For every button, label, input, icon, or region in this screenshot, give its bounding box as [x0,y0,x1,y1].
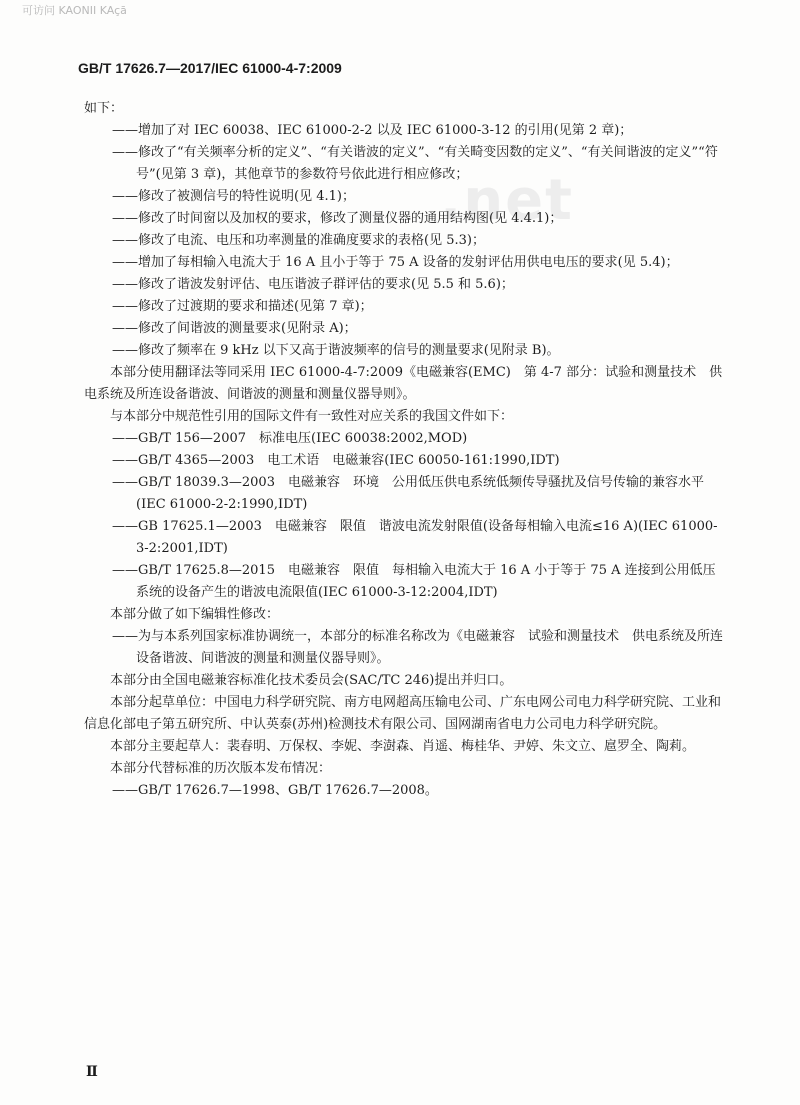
watermark-top: 可访问 KAONII KAçā [22,4,127,17]
paragraph: 本部分做了如下编辑性修改： [110,607,280,622]
list-item: ——GB/T 17625.8—2015 电磁兼容 限值 每相输入电流大于 16 A 小于等于 75 A 连接到公用低压系统的设备产生的谐波电流限值(IEC 61000-3-12:2004,IDT) [112,563,716,600]
watermark-center: .net [440,168,574,233]
paragraph: 与本部分中规范性引用的国际文件有一致性对应关系的我国文件如下： [110,409,514,424]
paragraph: 本部分代替标准的历次版本发布情况： [110,761,332,776]
list-item: ——为与本系列国家标准协调统一，本部分的标准名称改为《电磁兼容 试验和测量技术 供电系统及所连设备谐波、间谐波的测量和测量仪器导则》。 [112,629,724,666]
document-body [84,98,724,802]
list-item: ——增加了对 IEC 60038、IEC 61000-2-2 以及 IEC 61000-3-12 的引用(见第 2 章)； [112,123,633,138]
paragraph: 如下： [84,101,124,116]
paragraph: 本部分由全国电磁兼容标准化技术委员会(SAC/TC 246)提出并归口。 [110,673,513,688]
list-item: ——GB/T 18039.3—2003 电磁兼容 环境 公用低压供电系统低频传导骚扰及信号传输的兼容水平(IEC 61000-2-2:1990,IDT) [112,475,704,512]
list-item: ——修改了间谐波的测量要求(见附录 A)； [112,321,357,336]
paragraph: 本部分使用翻译法等同采用 IEC 61000-4-7:2009《电磁兼容(EMC) 第 4-7 部分：试验和测量技术 供电系统及所连设备谐波、间谐波的测量和测量仪器导则》。 [84,365,723,402]
list-item: ——修改了谐波发射评估、电压谐波子群评估的要求(见 5.5 和 5.6)； [112,277,514,292]
list-item: ——GB/T 4365—2003 电工术语 电磁兼容(IEC 60050-161:1990,IDT) [112,453,560,468]
list-item: ——修改了被测信号的特性说明(见 4.1)； [112,189,355,204]
list-item: ——修改了过渡期的要求和描述(见第 7 章)； [112,299,373,314]
list-item: ——GB 17625.1—2003 电磁兼容 限值 谐波电流发射限值(设备每相输入电流≤16 A)(IEC 61000-3-2:2001,IDT) [112,519,718,556]
paragraph: 本部分起草单位：中国电力科学研究院、南方电网超高压输电公司、广东电网公司电力科学研究院、工业和信息化部电子第五研究所、中认英泰(苏州)检测技术有限公司、国网湖南省电力公司电力科学研究院。 [84,695,722,732]
list-item: ——GB/T 156—2007 标准电压(IEC 60038:2002,MOD) [112,431,468,446]
paragraph: 本部分主要起草人：裴春明、万保权、李妮、李澍森、肖遥、梅桂华、尹婷、朱文立、扈罗全、陶莉。 [110,739,696,754]
list-item: ——修改了时间窗以及加权的要求，修改了测量仪器的通用结构图(见 4.4.1)； [112,211,563,226]
list-item: ——GB/T 17626.7—1998、GB/T 17626.7—2008。 [112,783,438,798]
page-number: Ⅱ [86,1064,98,1080]
list-item: ——修改了频率在 9 kHz 以下又高于谐波频率的信号的测量要求(见附录 B)。 [112,343,560,358]
document-header: GB/T 17626.7—2017/IEC 61000-4-7:2009 [78,60,342,76]
list-item: ——修改了电流、电压和功率测量的准确度要求的表格(见 5.3)； [112,233,485,248]
list-item: ——修改了“有关频率分析的定义”、“有关谐波的定义”、“有关畸变因数的定义”、“有关间谐波的定义”“符号”(见第 3 章)，其他章节的参数符号依此进行相应修改； [112,145,718,182]
list-item: ——增加了每相输入电流大于 16 A 且小于等于 75 A 设备的发射评估用供电电压的要求(见 5.4)； [112,255,679,270]
